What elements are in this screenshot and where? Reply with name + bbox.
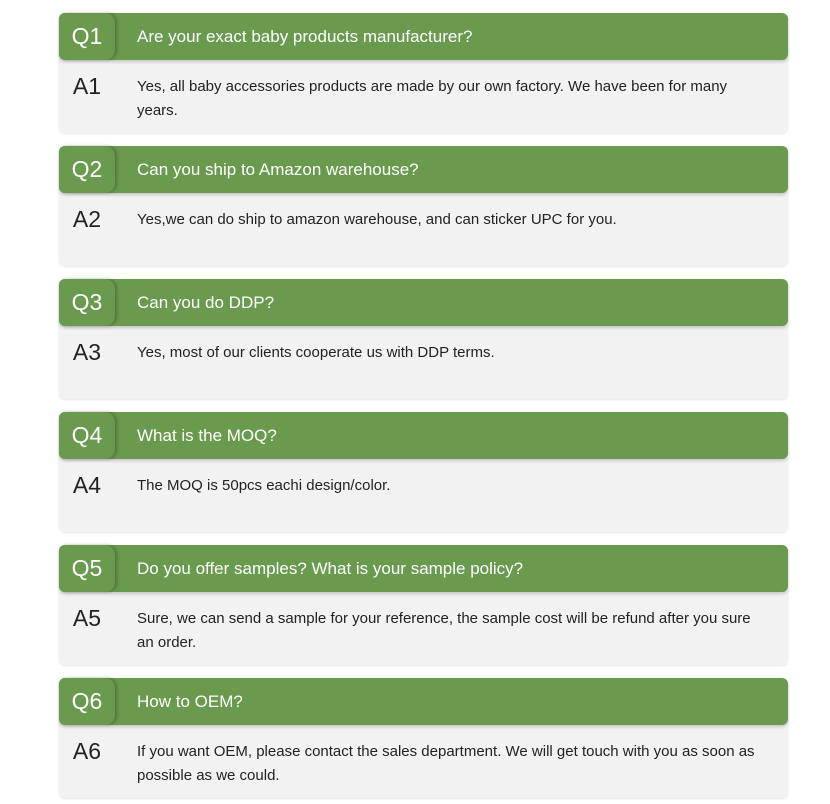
faq-item-5 xyxy=(59,545,788,665)
question-text: Are your exact baby products manufacturer? xyxy=(137,27,473,46)
question-number-badge: Q2 xyxy=(59,146,115,193)
question-number-badge: Q6 xyxy=(59,678,115,725)
faq-item-2 xyxy=(59,146,788,266)
question-bar xyxy=(59,412,788,459)
faq-item-3 xyxy=(59,279,788,399)
answer-number-label: A2 xyxy=(72,206,102,232)
answer-number-label: A6 xyxy=(72,738,102,764)
faq-item-6 xyxy=(59,678,788,798)
question-text: Can you ship to Amazon warehouse? xyxy=(137,160,419,179)
question-bar xyxy=(59,13,788,60)
question-bar xyxy=(59,545,788,592)
question-bar xyxy=(59,678,788,725)
question-bar xyxy=(59,146,788,193)
question-number-badge: Q1 xyxy=(59,13,115,60)
question-text: What is the MOQ? xyxy=(137,426,277,445)
question-number-badge: Q4 xyxy=(59,412,115,459)
answer-number-label: A4 xyxy=(72,472,102,498)
faq-list xyxy=(59,13,788,798)
question-number-badge: Q5 xyxy=(59,545,115,592)
question-text: Do you offer samples? What is your sample policy? xyxy=(137,559,524,578)
answer-text: Yes,we can do ship to amazon warehouse, and can sticker UPC for you. xyxy=(137,211,617,228)
question-number-badge: Q3 xyxy=(59,279,115,326)
answer-text: Yes, all baby accessories products are made by our own factory. We have been for many years. xyxy=(137,78,728,119)
answer-text: If you want OEM, please contact the sales department. We will get touch with you as soon as possible as we could. xyxy=(137,743,755,784)
answer-text: Yes, most of our clients cooperate us with DDP terms. xyxy=(137,344,495,361)
answer-number-label: A3 xyxy=(72,339,102,365)
answer-text: Sure, we can send a sample for your reference, the sample cost will be refund after you sure an order. xyxy=(137,610,751,651)
question-text: How to OEM? xyxy=(137,692,243,711)
faq-item-4 xyxy=(59,412,788,532)
faq-item-1 xyxy=(59,13,788,133)
question-bar xyxy=(59,279,788,326)
answer-number-label: A1 xyxy=(72,73,102,99)
question-text: Can you do DDP? xyxy=(137,293,275,312)
answer-text: The MOQ is 50pcs eachi design/color. xyxy=(137,477,391,494)
answer-number-label: A5 xyxy=(72,605,102,631)
